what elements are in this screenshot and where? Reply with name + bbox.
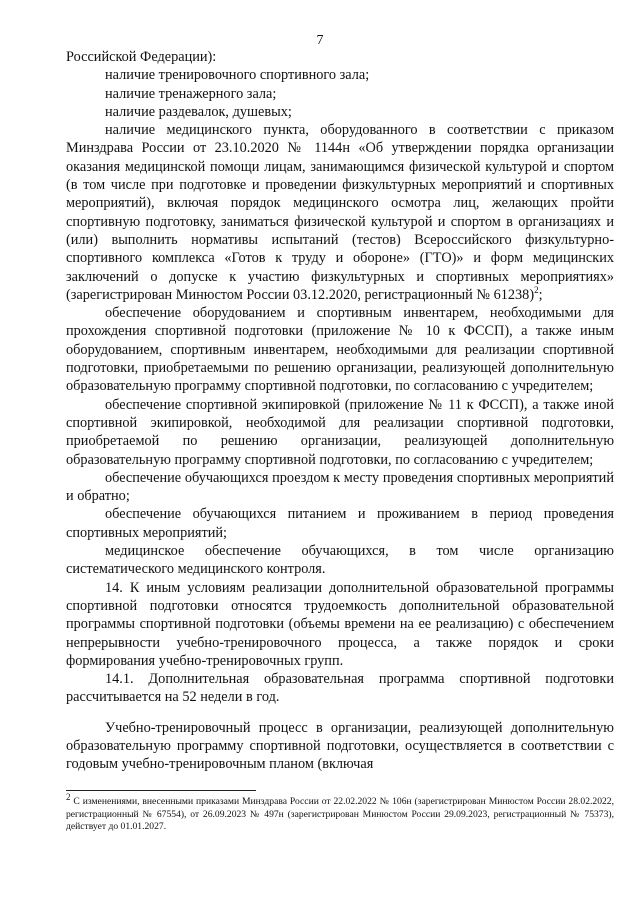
paragraph: обеспечение обучающихся питанием и проживанием в период проведения спортивных мероприятий; <box>66 506 614 541</box>
footnote-text: С изменениями, внесенными приказами Минздрава России от 22.02.2022 № 106н (зарегистрирован Минюстом России 28.02.2022, регистрационный № 67554), от 26.09.2023 № 497н (зарегистрирован Минюстом России 29.09.2023, регистрационный № 75373), действует до 01.01.2027. <box>66 796 614 833</box>
paragraph: 14. К иным условиям реализации дополнительной образовательной программы спортивной подготовки относятся трудоемкость дополнительной образовательной программы спортивной подготовки (объемы времени на ее реализацию) с обеспечением непрерывности учебно-тренировочного процесса, а также порядок и сроки формирования учебно-тренировочных групп. <box>66 579 614 669</box>
paragraph: обеспечение обучающихся проездом к месту проведения спортивных мероприятий и обратно; <box>66 469 614 505</box>
paragraph: наличие тренажерного зала; <box>105 85 277 102</box>
document-body <box>66 48 614 774</box>
paragraph: 14.1. Дополнительная образовательная программа спортивной подготовки рассчитывается на 52 недели в год. <box>66 671 614 706</box>
paragraph: Учебно-тренировочный процесс в организации, реализующей дополнительную образовательную программу спортивной подготовки, осуществляется в соответствии с годовым учебно-тренировочным планом (включая <box>66 719 614 773</box>
paragraph: обеспечение спортивной экипировкой (приложение № 11 к ФССП), а также иной спортивной экипировкой, необходимой для реализации спортивной подготовки, приобретаемой по решению организации, реализующей дополнительную образовательную программу спортивной подготовки, по согласованию с учредителем; <box>66 396 614 468</box>
footnote-marker: 2 <box>66 791 71 802</box>
page-number: 7 <box>316 33 324 48</box>
paragraph: Российской Федерации): <box>66 49 217 65</box>
paragraph: наличие тренировочного спортивного зала; <box>105 67 370 84</box>
paragraph: медицинское обеспечение обучающихся, в том числе организацию систематического медицинского контроля. <box>66 543 614 578</box>
footnote-divider <box>66 790 256 791</box>
footnote-reference: 2 <box>534 285 539 296</box>
paragraph: наличие раздевалок, душевых; <box>105 103 292 120</box>
paragraph: обеспечение оборудованием и спортивным инвентарем, необходимыми для прохождения спортивной подготовки (приложение № 10 к ФССП), а также иным оборудованием, спортивным инвентарем, необходимыми для реализации спортивной подготовки, приобретаемыми по решению организации, реализующей дополнительную образовательную программу спортивной подготовки, по согласованию с учредителем; <box>66 305 614 395</box>
footnote <box>66 791 614 834</box>
paragraph: наличие медицинского пункта, оборудованного в соответствии с приказом Минздрава России от 23.10.2020 № 1144н «Об утверждении порядка организации оказания медицинской помощи лицам, занимающимся физической культурой и спортом (в том числе при подготовке и проведении физкультурных мероприятий и спортивных мероприятий), включая порядок медицинского осмотра лиц, желающих пройти спортивную подготовку, заниматься физической культурой и спортом в организациях и (или) выполнить нормативы испытаний (тестов) Всероссийского физкультурно-спортивного комплекса «Готов к труду и обороне» (ГТО)» и форм медицинских заключений о допуске к участию физкультурных и спортивных мероприятиях» (зарегистрирован Минюстом России 03.12.2020, регистрационный № 61238)$^2$; <box>66 122 614 303</box>
